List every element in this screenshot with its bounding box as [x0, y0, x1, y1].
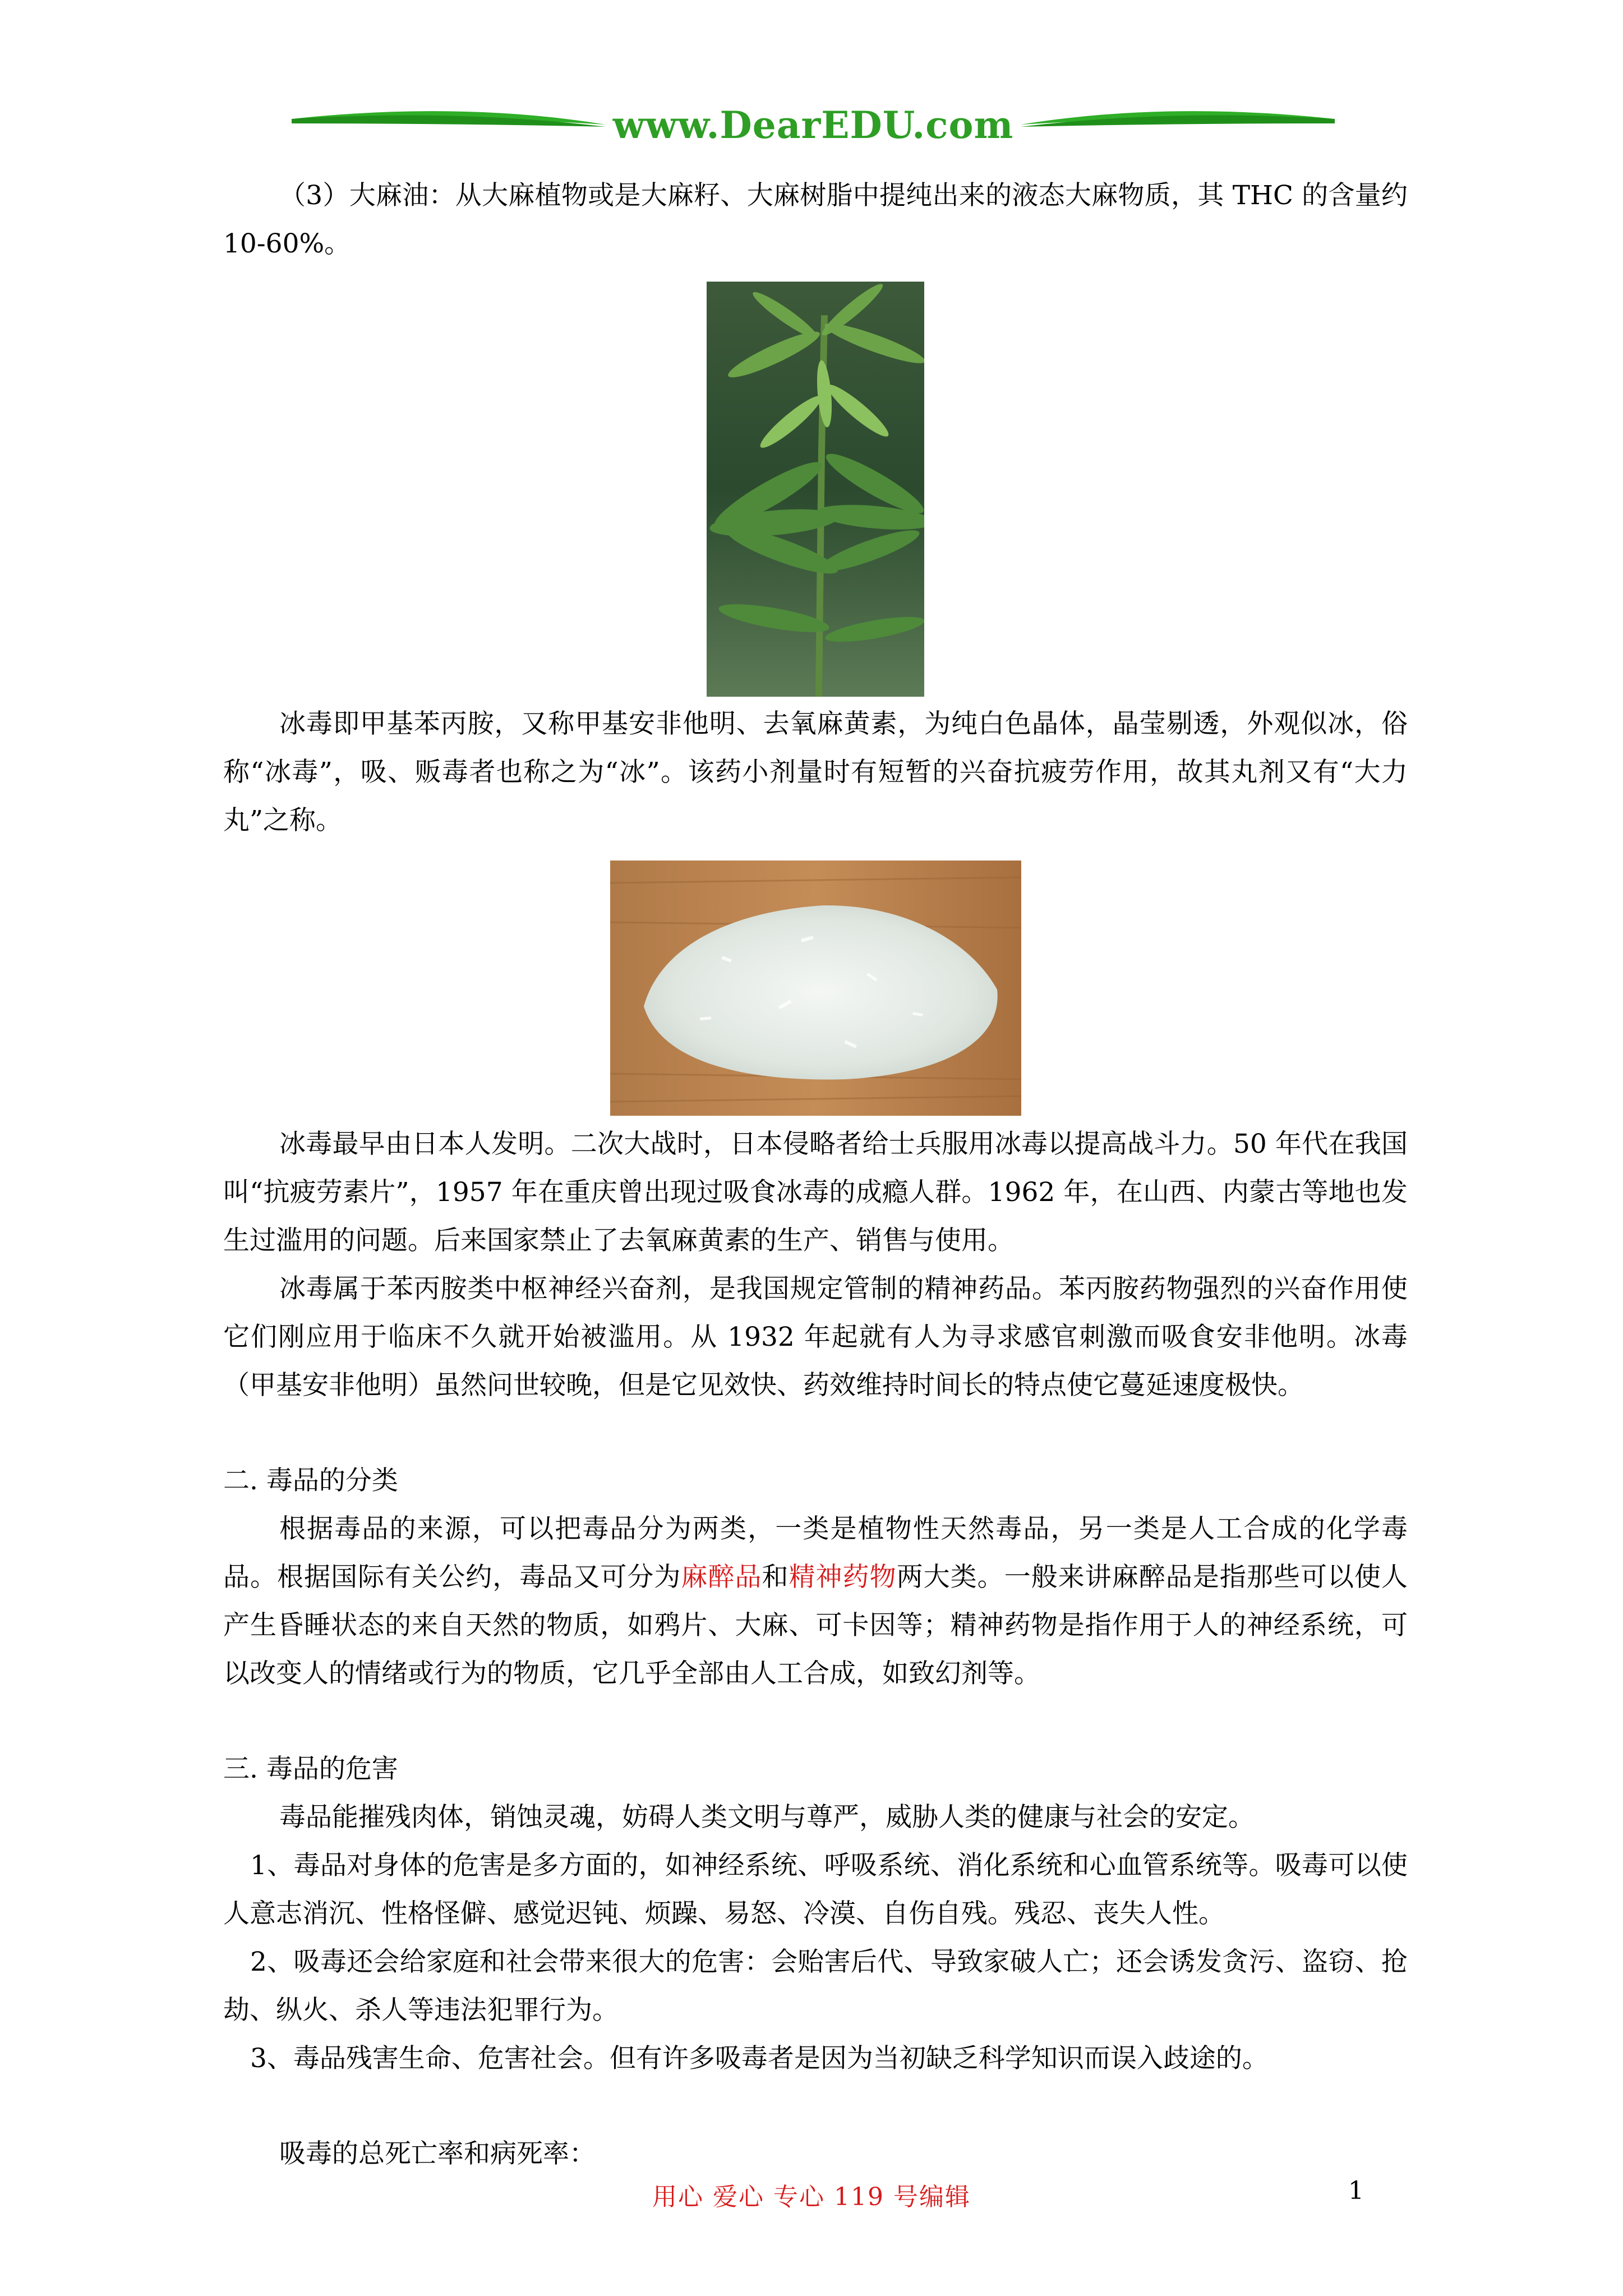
paragraph-ice-classification: 冰毒属于苯丙胺类中枢神经兴奋剂，是我国规定管制的精神药品。苯丙胺药物强烈的兴奋作用使它们刚应用于临床不久就开始被滥用。从 1932 年起就有人为寻求感官刺激而吸食安非他明。冰毒（甲基安非他明）虽然问世较晚，但是它见效快、药效维持时间长的特点使它蔓延速度极快。	[223, 1273, 1408, 1401]
crystal-meth-photo	[610, 861, 1021, 1116]
section-heading-harm: 三. 毒品的危害	[223, 1754, 398, 1784]
paragraph-classification	[223, 1505, 1408, 1698]
term-psychotropics: 精神药物	[789, 1562, 897, 1593]
list-item-harm-1: 1、毒品对身体的危害是多方面的，如神经系统、呼吸系统、消化系统和心血管系统等。吸毒可以使人意志消沉、性格怪僻、感觉迟钝、烦躁、易怒、冷漠、自伤自残。残忍、丧失人性。	[223, 1850, 1408, 1929]
paragraph-ice-definition: 冰毒即甲基苯丙胺，又称甲基安非他明、去氧麻黄素，为纯白色晶体，晶莹剔透，外观似冰，俗称“冰毒”，吸、贩毒者也称之为“冰”。该药小剂量时有短暂的兴奋抗疲劳作用，故其丸剂又有“大力丸”之称。	[223, 708, 1408, 836]
cannabis-plant-photo	[707, 282, 924, 697]
site-header	[292, 90, 1335, 157]
page-number: 1	[1348, 2177, 1364, 2205]
list-item-harm-2: 2、吸毒还会给家庭和社会带来很大的危害：会贻害后代、导致家破人亡；还会诱发贪污、盗窃、抢劫、纵火、杀人等违法犯罪行为。	[223, 1947, 1408, 2026]
site-url: www.DearEDU.com	[612, 103, 1014, 147]
paragraph-harm-intro: 毒品能摧残肉体，销蚀灵魂，妨碍人类文明与尊严，威胁人类的健康与社会的安定。	[279, 1802, 1255, 1833]
classification-conjunction: 和	[762, 1562, 789, 1593]
section-heading-classification: 二. 毒品的分类	[223, 1465, 398, 1496]
paragraph-mortality-lead: 吸毒的总死亡率和病死率：	[279, 2138, 596, 2169]
document-body	[223, 172, 1408, 2178]
footer-note: 用心 爱心 专心 119 号编辑	[652, 2183, 971, 2211]
paragraph-cannabis-oil: （3）大麻油：从大麻植物或是大麻籽、大麻树脂中提纯出来的液态大麻物质，其 THC 的含量约 10-60%。	[223, 180, 1408, 259]
classification-text-a: 根据毒品的来源，可以把毒品分为两类，一类是植物性天然毒品，另一类是人工合成的化学毒品。根据国际有关公约，毒品又可分为	[223, 1513, 1408, 1593]
classification-text-b: 两大类。一般来讲麻醉品是指那些可以使人产生昏睡状态的来自天然的物质，如鸦片、大麻、可卡因等；精神药物是指作用于人的神经系统，可以改变人的情绪或行为的物质，它几乎全部由人工合成，如致幻剂等。	[223, 1562, 1408, 1689]
term-narcotics: 麻醉品	[681, 1562, 762, 1593]
list-item-harm-3: 3、毒品残害生命、危害社会。但有许多吸毒者是因为当初缺乏科学知识而误入歧途的。	[250, 2043, 1269, 2074]
paragraph-ice-history: 冰毒最早由日本人发明。二次大战时，日本侵略者给士兵服用冰毒以提高战斗力。50 年代在我国叫“抗疲劳素片”，1957 年在重庆曾出现过吸食冰毒的成瘾人群。1962 年，在山西、内蒙古等地也发生过滥用的问题。后来国家禁止了去氧麻黄素的生产、销售与使用。	[223, 1129, 1408, 1256]
